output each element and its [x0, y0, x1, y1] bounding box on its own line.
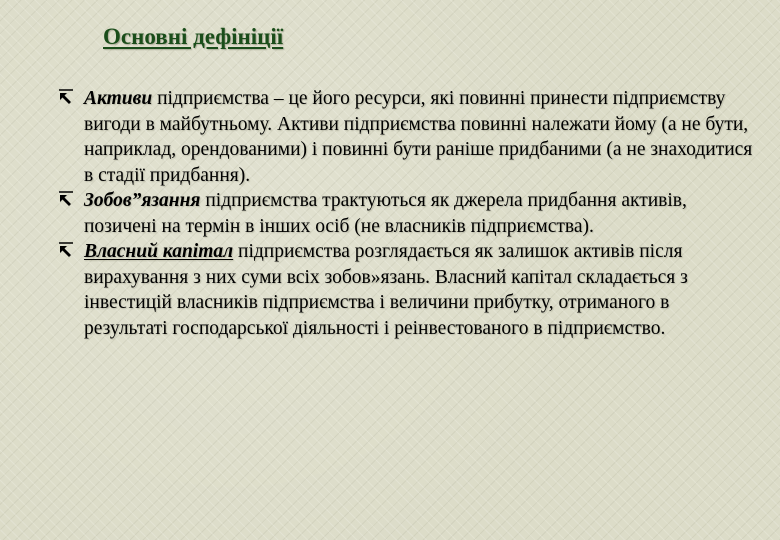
arrow-up-left-icon [57, 241, 75, 261]
term-equity: Власний капітал [84, 241, 234, 262]
definition-equity: підприємства розглядається як залишок активів після вирахування з них суми всіх зобов»язань. Власний капітал складається з інвестицій власників підприємства і величини прибутку, отриманого в результаті господарської діяльності і реінвестованого в підприємство. [84, 241, 688, 339]
definition-assets: підприємства – це його ресурси, які повинні принести підприємству вигоди в майбутньому. Активи підприємства повинні належати йому (а не бути, наприклад, орендованими) і повинні бути раніше придбаними (а не знаходитися в стадії придбання). [84, 88, 753, 186]
definition-liabilities: підприємства трактуються як джерела придбання активів, позичені на термін в інших осіб (не власників підприємства). [84, 190, 687, 237]
arrow-up-left-icon [57, 190, 75, 210]
bullet-liabilities [57, 188, 757, 239]
slide-title: Основні дефініції [103, 24, 284, 49]
arrow-up-left-icon [57, 88, 75, 108]
bullet-equity [57, 239, 757, 341]
bullet-assets [57, 86, 757, 188]
definitions-list [57, 86, 757, 341]
term-liabilities: Зобов”язання [84, 190, 201, 211]
term-assets: Активи [84, 88, 153, 109]
